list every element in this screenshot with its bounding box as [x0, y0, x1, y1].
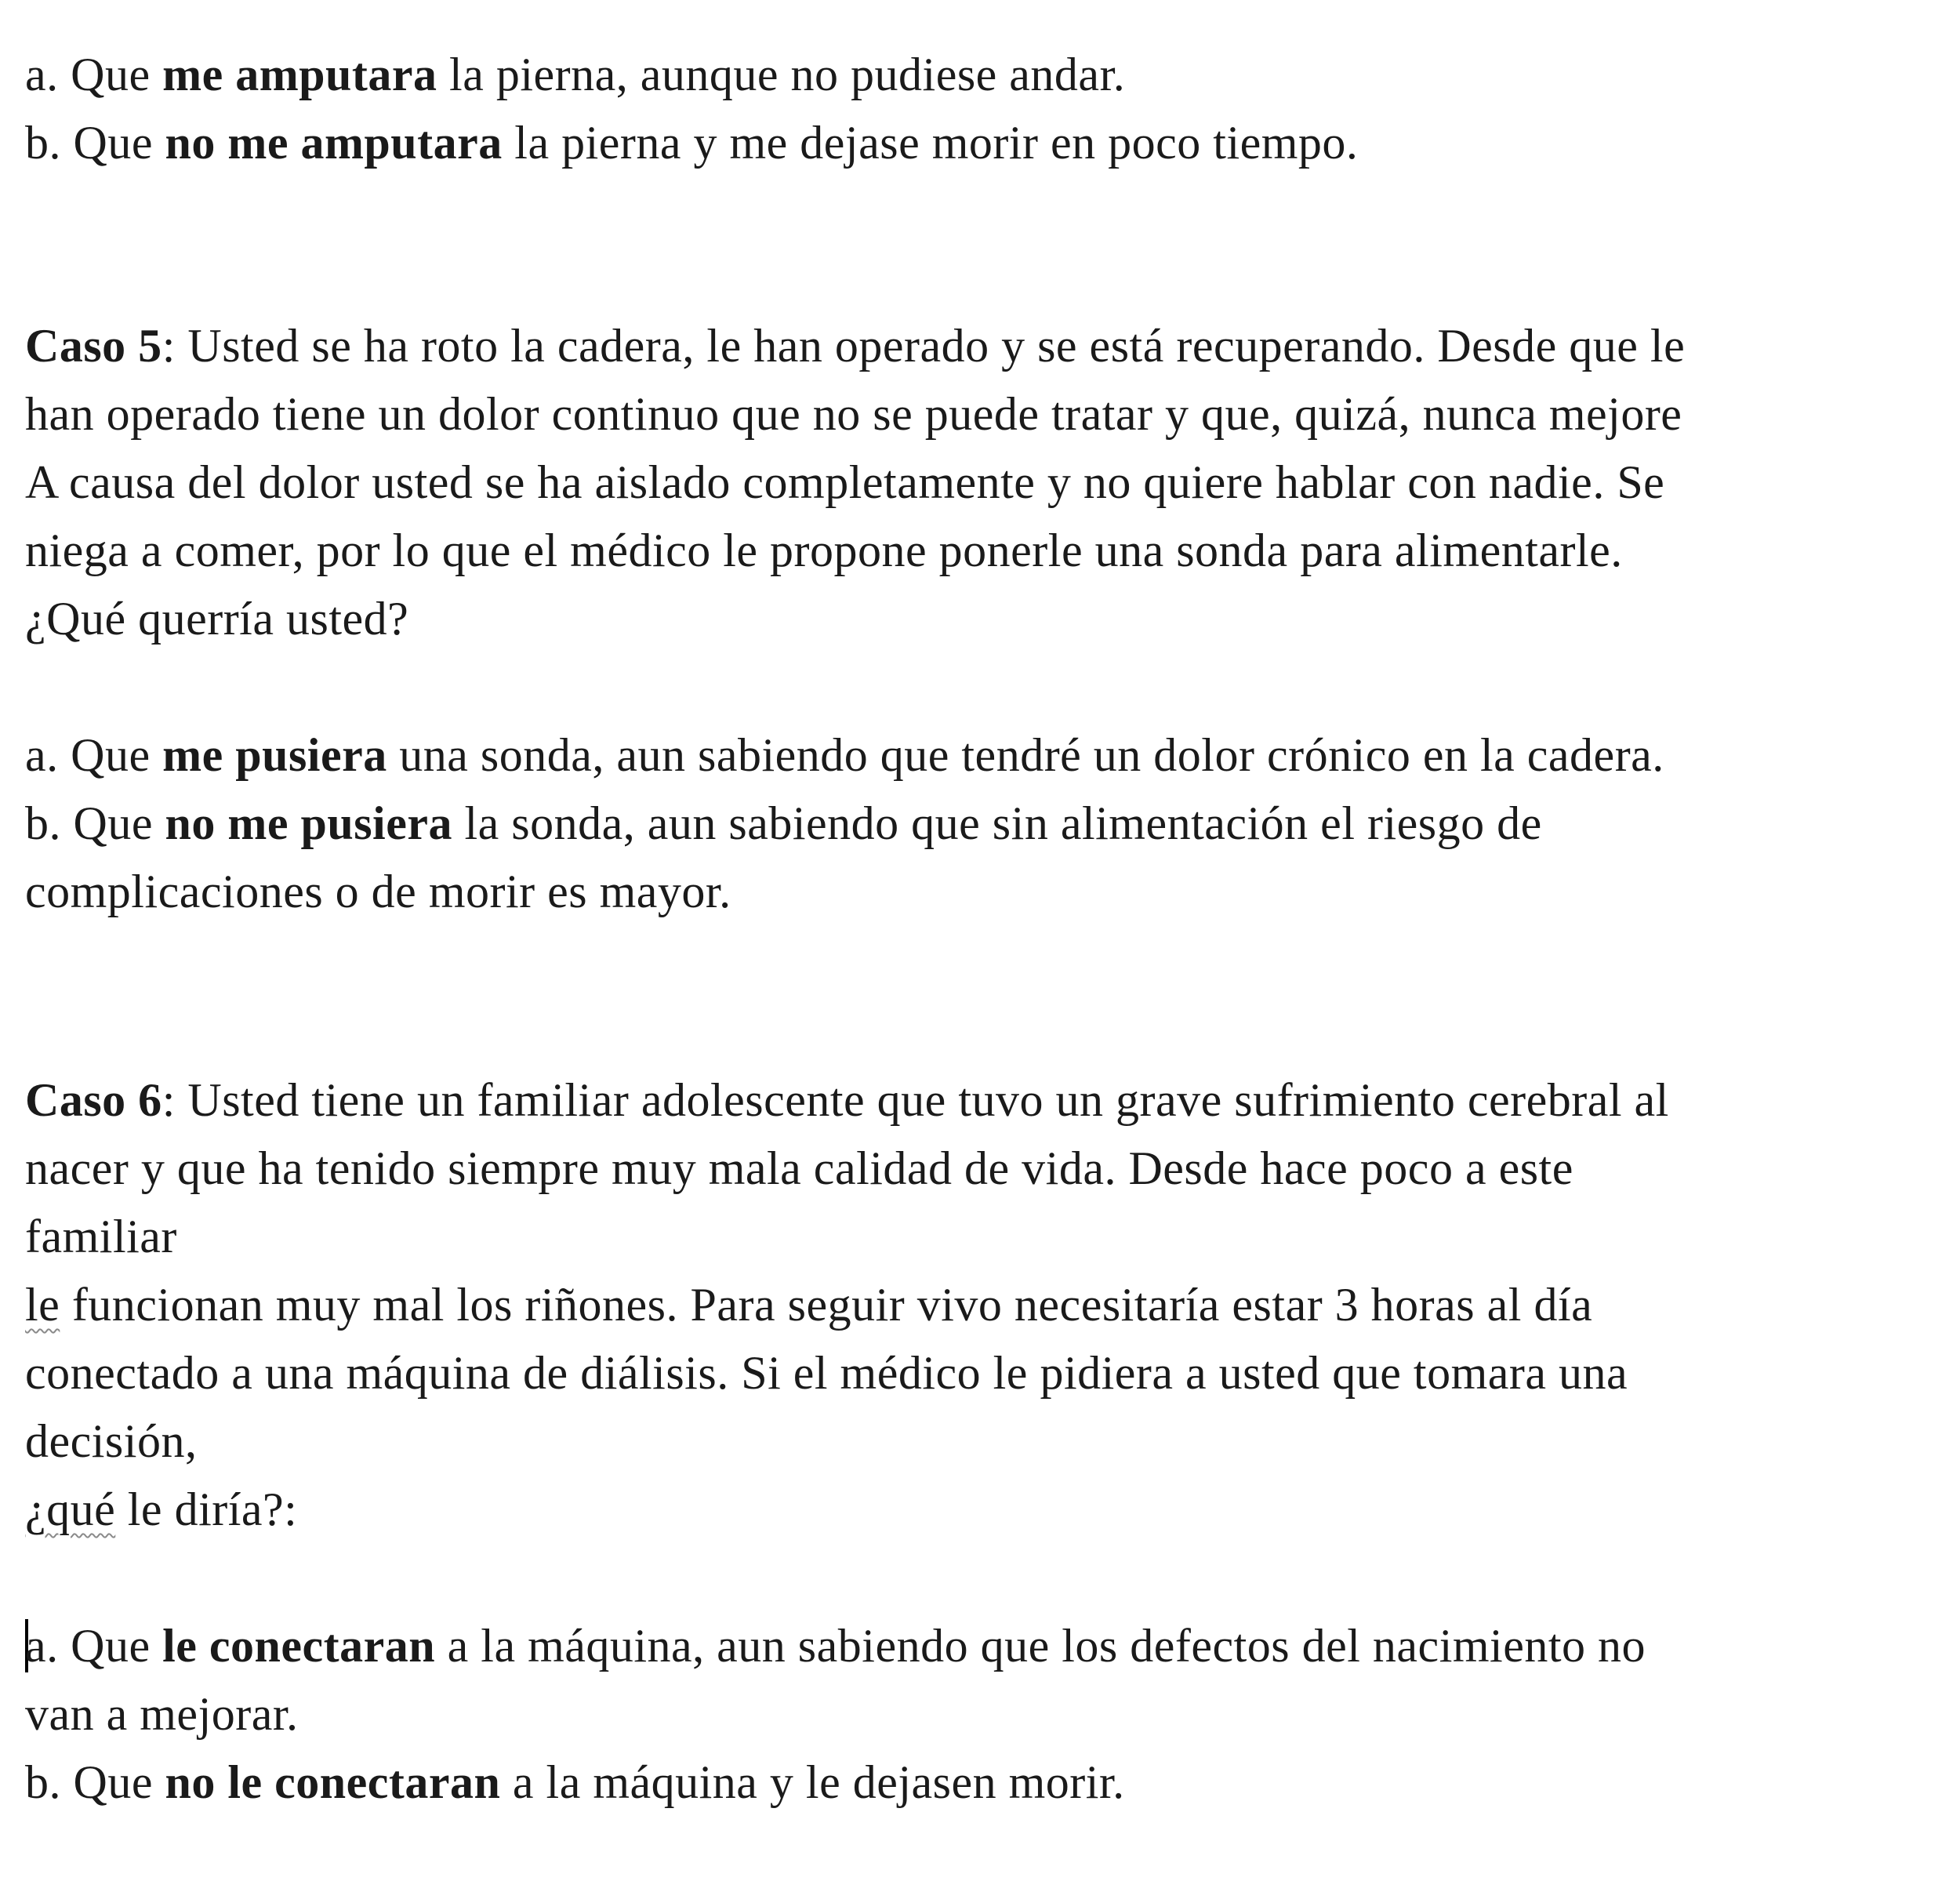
- case5-option-a[interactable]: a. Que me pusiera una sonda, aun sabiendo que tendré un dolor crónico en la cadera.: [25, 729, 1664, 781]
- spellcheck-marked-word[interactable]: le: [25, 1279, 60, 1331]
- case6-line-5: conectado a una máquina de diálisis. Si el médico le pidiera a usted que tomara una: [25, 1347, 1628, 1399]
- case6-option-a-continuation: van a mejorar.: [25, 1688, 299, 1740]
- case6-line-2: nacer y que ha tenido siempre muy mala calidad de vida. Desde hace poco a este: [25, 1142, 1573, 1194]
- case5-block: [25, 312, 1944, 926]
- case4-option-b[interactable]: b. Que no me amputara la pierna y me dejase morir en poco tiempo.: [25, 117, 1359, 169]
- case5-label: Caso 5: [25, 320, 162, 372]
- case5-line-3: A causa del dolor usted se ha aislado completamente y no quiere hablar con nadie. Se: [25, 456, 1665, 508]
- case5-line-1: Caso 5: Usted se ha roto la cadera, le han operado y se está recuperando. Desde que le: [25, 320, 1686, 372]
- case6-block: [25, 1066, 1944, 1817]
- case6-line-3: familiar: [25, 1211, 177, 1262]
- case5-option-b[interactable]: b. Que no me pusiera la sonda, aun sabiendo que sin alimentación el riesgo de: [25, 797, 1542, 849]
- case6-label: Caso 6: [25, 1074, 162, 1126]
- case6-line-1: Caso 6: Usted tiene un familiar adolescente que tuvo un grave sufrimiento cerebral al: [25, 1074, 1669, 1126]
- case5-line-2: han operado tiene un dolor continuo que no se puede tratar y que, quizá, nunca mejore: [25, 388, 1682, 440]
- case5-question: ¿Qué querría usted?: [25, 593, 409, 645]
- case4-options: [25, 41, 1944, 177]
- case6-option-a[interactable]: a. Que le conectaran a la máquina, aun sabiendo que los defectos del nacimiento no: [25, 1620, 1646, 1672]
- blank-line: [25, 653, 1944, 721]
- case6-line-6: decisión,: [25, 1415, 198, 1467]
- case6-line-4: le funcionan muy mal los riñones. Para seguir vivo necesitaría estar 3 horas al día: [25, 1279, 1593, 1331]
- case5-line-4: niega a comer, por lo que el médico le propone ponerle una sonda para alimentarle.: [25, 525, 1623, 576]
- spellcheck-marked-word[interactable]: ¿qué: [25, 1483, 116, 1535]
- case4-option-a[interactable]: a. Que me amputara la pierna, aunque no pudiese andar.: [25, 49, 1126, 100]
- case5-option-b-continuation: complicaciones o de morir es mayor.: [25, 866, 731, 917]
- case6-question: ¿qué le diría?:: [25, 1483, 298, 1535]
- case6-option-b[interactable]: b. Que no le conectaran a la máquina y le dejasen morir.: [25, 1756, 1125, 1808]
- blank-line: [25, 1544, 1944, 1612]
